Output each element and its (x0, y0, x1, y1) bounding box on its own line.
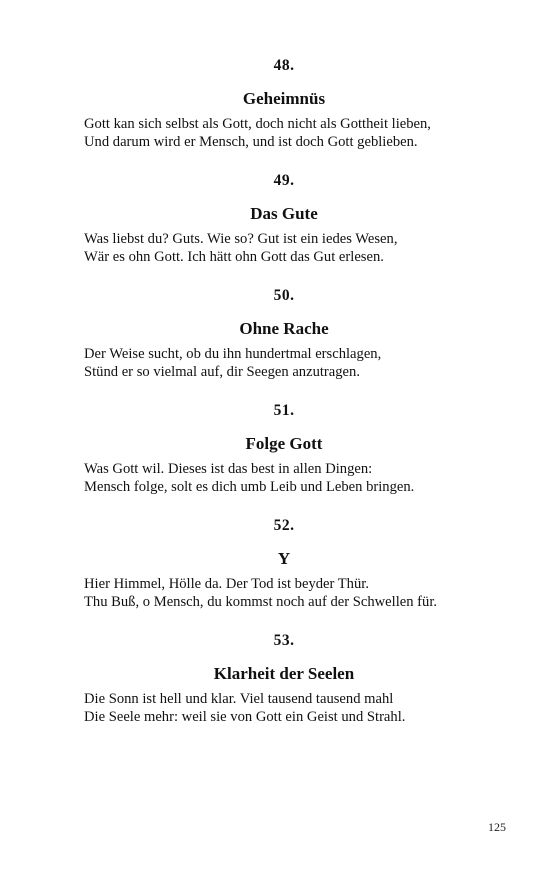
verse-line: Die Sonn ist hell und klar. Viel tausend tausend mahl (84, 691, 394, 707)
epigram-number: 48. (273, 57, 295, 74)
epigram-title: Folge Gott (245, 434, 323, 453)
verse-line: Wär es ohn Gott. Ich hätt ohn Gott das Gut erlesen. (84, 249, 384, 265)
epigram-verse (84, 115, 484, 151)
verse-line: Gott kan sich selbst als Gott, doch nicht als Gottheit lieben, (84, 116, 431, 132)
epigram-number: 52. (273, 517, 295, 534)
epigram-number: 49. (273, 172, 295, 189)
verse-line: Was Gott wil. Dieses ist das best in allen Dingen: (84, 461, 373, 477)
epigram-52 (84, 516, 484, 611)
verse-line: Und darum wird er Mensch, und ist doch Gott geblieben. (84, 134, 418, 150)
epigram-49 (84, 171, 484, 266)
epigram-title: Y (277, 549, 291, 568)
epigram-48 (84, 56, 484, 151)
verse-line: Mensch folge, solt es dich umb Leib und Leben bringen. (84, 479, 415, 495)
epigram-number: 53. (273, 632, 295, 649)
epigram-50 (84, 286, 484, 381)
page-body (84, 56, 484, 726)
verse-line: Hier Himmel, Hölle da. Der Tod ist beyder Thür. (84, 576, 369, 592)
epigram-53 (84, 631, 484, 726)
epigram-verse (84, 575, 484, 611)
epigram-verse (84, 690, 484, 726)
verse-line: Die Seele mehr: weil sie von Gott ein Geist und Strahl. (84, 709, 406, 725)
page-number: 125 (488, 820, 506, 834)
verse-line: Stünd er so vielmal auf, dir Seegen anzutragen. (84, 364, 360, 380)
epigram-title: Klarheit der Seelen (213, 664, 355, 683)
epigram-verse (84, 460, 484, 496)
epigram-title: Ohne Rache (239, 319, 329, 338)
epigram-51 (84, 401, 484, 496)
epigram-number: 51. (273, 402, 295, 419)
verse-line: Thu Buß, o Mensch, du kommst noch auf der Schwellen für. (84, 594, 438, 610)
epigram-title: Das Gute (250, 204, 318, 223)
verse-line: Was liebst du? Guts. Wie so? Gut ist ein iedes Wesen, (84, 231, 398, 247)
epigram-verse (84, 230, 484, 266)
epigram-verse (84, 345, 484, 381)
epigram-title: Geheimnüs (242, 89, 326, 108)
verse-line: Der Weise sucht, ob du ihn hundertmal erschlagen, (84, 346, 382, 362)
epigram-number: 50. (273, 287, 295, 304)
